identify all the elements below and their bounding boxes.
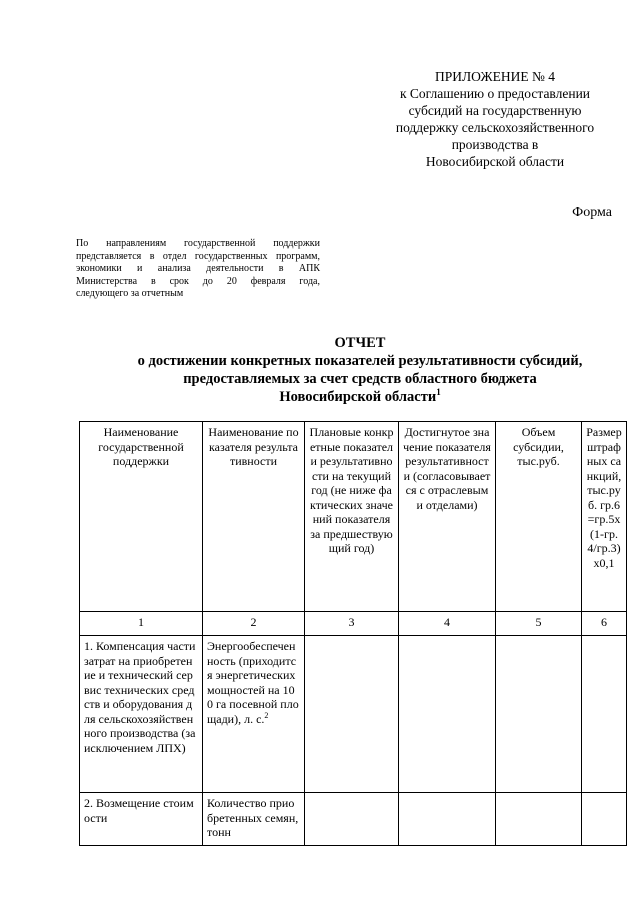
column-number: 1 <box>80 612 203 636</box>
footnote-mark: 2 <box>264 710 269 720</box>
report-subtitle-line <box>90 388 630 406</box>
column-number: 4 <box>399 612 496 636</box>
support-name-cell: 2. Возмещение стоимости <box>80 793 203 846</box>
note-line: Министерства в срок до 20 февраля года, <box>76 275 320 287</box>
appendix-line: производства в <box>451 137 539 152</box>
report-subtitle-line: о достижении конкретных показателей результативности субсидий, <box>137 353 583 369</box>
note-line: По направлениям государственной поддержки <box>76 238 320 249</box>
plan-cell <box>305 636 399 793</box>
column-number: 3 <box>305 612 399 636</box>
appendix-line: к Соглашению о предоставлении <box>399 86 591 101</box>
column-number: 5 <box>496 612 582 636</box>
plan-cell <box>305 793 399 846</box>
achieved-cell <box>399 636 496 793</box>
form-label: Форма <box>572 205 612 220</box>
appendix-line: поддержку сельскохозяйственного <box>395 120 595 135</box>
table-row <box>80 793 627 846</box>
appendix-block <box>370 68 620 170</box>
report-region: Новосибирской области <box>279 389 437 405</box>
penalty-cell <box>582 793 627 846</box>
submission-note <box>76 238 320 301</box>
note-line: следующего за отчетным <box>76 288 184 299</box>
appendix-line: Новосибирской области <box>425 154 565 169</box>
appendix-title: ПРИЛОЖЕНИЕ № 4 <box>434 69 556 84</box>
column-number: 2 <box>203 612 305 636</box>
table-row <box>80 636 627 793</box>
table-column-numbers-row <box>80 612 627 636</box>
table-header-row <box>80 422 627 612</box>
indicator-cell <box>203 793 305 846</box>
column-number: 6 <box>582 612 627 636</box>
header-planned-indicators: Плановые конкретные показатели результативности на текущий год (не ниже фактических значений показателя за предшествующий год) <box>305 422 399 612</box>
report-table <box>79 421 627 846</box>
footnote-mark: 1 <box>436 387 441 398</box>
support-name-cell: 1. Компенсация части затрат на приобретение и технический сервис технических средств и оборудования для сельскохозяйственного производства (за исключением ЛПХ) <box>80 636 203 793</box>
report-subtitle-line: предоставляемых за счет средств областного бюджета <box>183 371 537 387</box>
indicator-text: Количество приобретенных семян, тонн <box>207 796 299 839</box>
note-line: экономики и анализа деятельности в АПК <box>76 263 320 274</box>
appendix-line: субсидий на государственную <box>408 103 582 118</box>
report-title: ОТЧЕТ <box>334 335 386 351</box>
achieved-cell <box>399 793 496 846</box>
header-indicator-name: Наименование показателя результативности <box>203 422 305 612</box>
note-line: представляется в отдел государственных программ, <box>76 250 320 262</box>
header-support-name: Наименование государственной поддержки <box>80 422 203 612</box>
indicator-cell <box>203 636 305 793</box>
report-heading <box>90 334 630 406</box>
header-achieved-value: Достигнутое значение показателя результативности (согласовывается с отраслевыми отделами) <box>399 422 496 612</box>
header-subsidy-volume: Объем субсидии, тыс.руб. <box>496 422 582 612</box>
header-penalty-size: Размер штрафных санкций, тыс.руб. гр.6=гр.5х(1-гр.4/гр.3)х0,1 <box>582 422 627 612</box>
volume-cell <box>496 636 582 793</box>
indicator-text: Энергообеспеченность (приходится энергетических мощностей на 100 га посевной площади), л. с. <box>207 639 299 726</box>
volume-cell <box>496 793 582 846</box>
penalty-cell <box>582 636 627 793</box>
